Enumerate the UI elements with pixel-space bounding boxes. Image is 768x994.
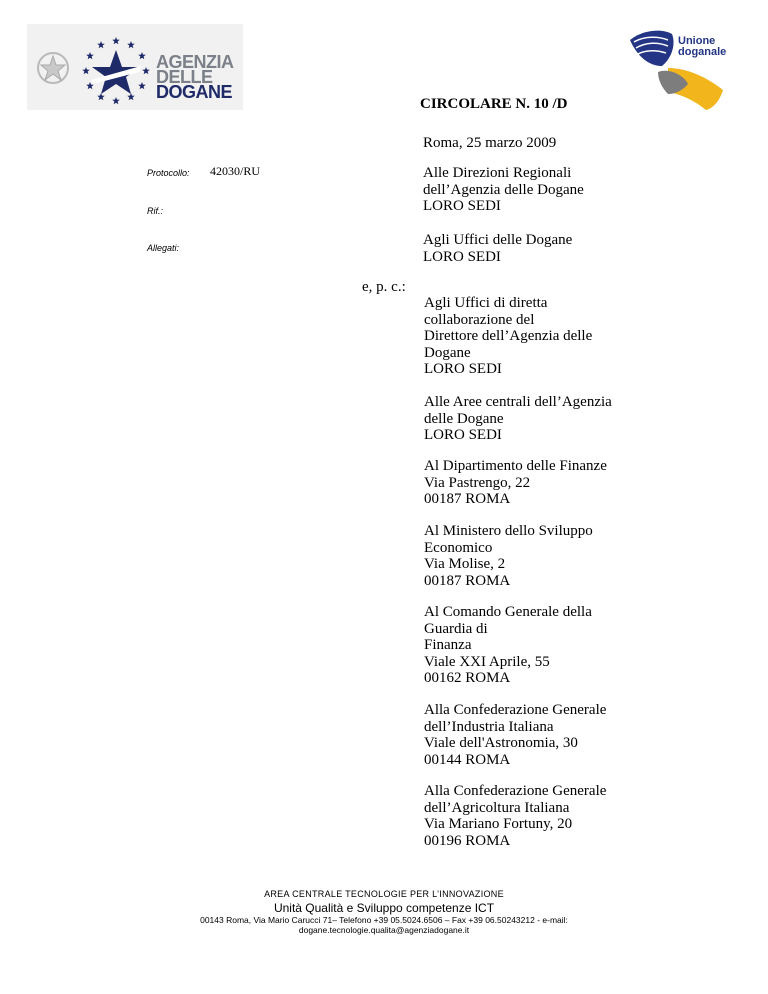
recipient-line: 00144 ROMA xyxy=(424,751,511,768)
protocollo-value: 42030/RU xyxy=(210,164,261,178)
recipient-line: Via Pastrengo, 22 xyxy=(424,474,531,491)
small-star-icon xyxy=(82,67,90,74)
union-line-1: Unione xyxy=(678,35,716,47)
small-star-icon xyxy=(127,41,135,48)
recipient-line: 00196 ROMA xyxy=(424,832,511,849)
footer-address: 00143 Roma, Via Mario Carucci 71– Telefono +39 05.5024.6506 – Fax +39 06.50243212 - e-mail: xyxy=(200,915,568,925)
protocollo-label: Protocollo: xyxy=(147,168,190,178)
small-star-icon xyxy=(86,52,94,59)
recipient-line: LORO SEDI xyxy=(424,361,502,377)
recipient-line: Viale dell'Astronomia, 30 xyxy=(424,735,578,751)
recipient-line: 00162 ROMA xyxy=(424,670,511,686)
cc-uffici-diretta xyxy=(424,295,592,378)
recipient-line: Economico xyxy=(424,539,493,556)
cc-guardia-finanza xyxy=(424,604,592,687)
small-star-icon xyxy=(142,67,150,74)
recipient-line: Alle Direzioni Regionali xyxy=(423,165,572,181)
recipient-line: Dogane xyxy=(424,344,471,361)
union-logo xyxy=(628,28,740,110)
small-star-icon xyxy=(97,41,105,48)
recipient-line: Via Mariano Fortuny, 20 xyxy=(424,816,573,832)
cc-label: e, p. c.: xyxy=(362,279,406,295)
recipient-line: dell’Agenzia delle Dogane xyxy=(423,181,584,198)
rif-label: Rif.: xyxy=(147,206,164,216)
cc-ministero-sviluppo xyxy=(424,523,593,589)
recipient-line: Alla Confederazione Generale xyxy=(424,783,607,799)
recipient-line: Alle Aree centrali dell’Agenzia xyxy=(424,394,612,410)
place-date: Roma, 25 marzo 2009 xyxy=(423,135,557,151)
recipient-line: 00187 ROMA xyxy=(424,572,511,589)
stars-star-icon xyxy=(81,36,151,106)
cc-confindustria xyxy=(424,702,606,768)
footer-email: dogane.tecnologie.qualita@agenziadogane.it xyxy=(298,925,470,935)
recipient-line: delle Dogane xyxy=(424,410,504,427)
recipient-line: Viale XXI Aprile, 55 xyxy=(424,653,550,670)
circular-title: CIRCOLARE N. 10 /D xyxy=(420,96,568,112)
agency-logo xyxy=(27,24,243,110)
cc-confagricoltura xyxy=(424,783,606,849)
wordmark-line-1: AGENZIA xyxy=(156,52,234,72)
cc-aree-centrali xyxy=(424,394,612,444)
recipient-line: Al Comando Generale della xyxy=(424,604,592,620)
small-star-icon xyxy=(97,93,105,100)
recipient-line: Agli Uffici di diretta xyxy=(424,295,548,311)
recipient-uffici xyxy=(423,232,572,265)
small-star-icon xyxy=(112,97,120,104)
recipient-line: 00187 ROMA xyxy=(424,491,511,507)
recipient-direzioni xyxy=(423,165,584,215)
small-star-icon xyxy=(127,93,135,100)
recipient-line: dell’Industria Italiana xyxy=(424,718,554,735)
recipient-line: Via Molise, 2 xyxy=(424,556,506,572)
allegati-label: Allegati: xyxy=(147,243,180,253)
recipient-line: Finanza xyxy=(424,637,472,653)
wordmark-line-2: DELLE xyxy=(156,67,213,87)
recipient-line: LORO SEDI xyxy=(423,248,501,265)
agency-wordmark xyxy=(156,52,234,102)
emblem-icon xyxy=(33,46,73,90)
union-line-2: doganale xyxy=(678,46,727,58)
small-star-icon xyxy=(138,52,146,59)
union-wordmark xyxy=(678,36,726,58)
recipient-line: dell’Agricoltura Italiana xyxy=(424,799,570,816)
small-star-icon xyxy=(138,82,146,89)
recipient-line: LORO SEDI xyxy=(424,427,502,443)
recipient-line: Al Ministero dello Sviluppo xyxy=(424,523,593,539)
recipient-line: Alla Confederazione Generale xyxy=(424,702,607,718)
wordmark-line-3: DOGANE xyxy=(156,82,233,102)
footer-unit: Unità Qualità e Sviluppo competenze ICT xyxy=(273,901,495,915)
recipient-line: Agli Uffici delle Dogane xyxy=(423,232,573,248)
recipient-line: Guardia di xyxy=(424,620,488,637)
recipient-line: collaborazione del xyxy=(424,311,535,328)
recipient-line: LORO SEDI xyxy=(423,198,501,214)
recipient-line: Al Dipartimento delle Finanze xyxy=(424,458,607,474)
small-star-icon xyxy=(112,37,120,44)
cc-dipartimento-finanze xyxy=(424,458,607,508)
recipient-line: Direttore dell’Agenzia delle xyxy=(424,328,593,344)
footer-area: AREA CENTRALE TECNOLOGIE PER L’INNOVAZIONE xyxy=(264,889,504,899)
